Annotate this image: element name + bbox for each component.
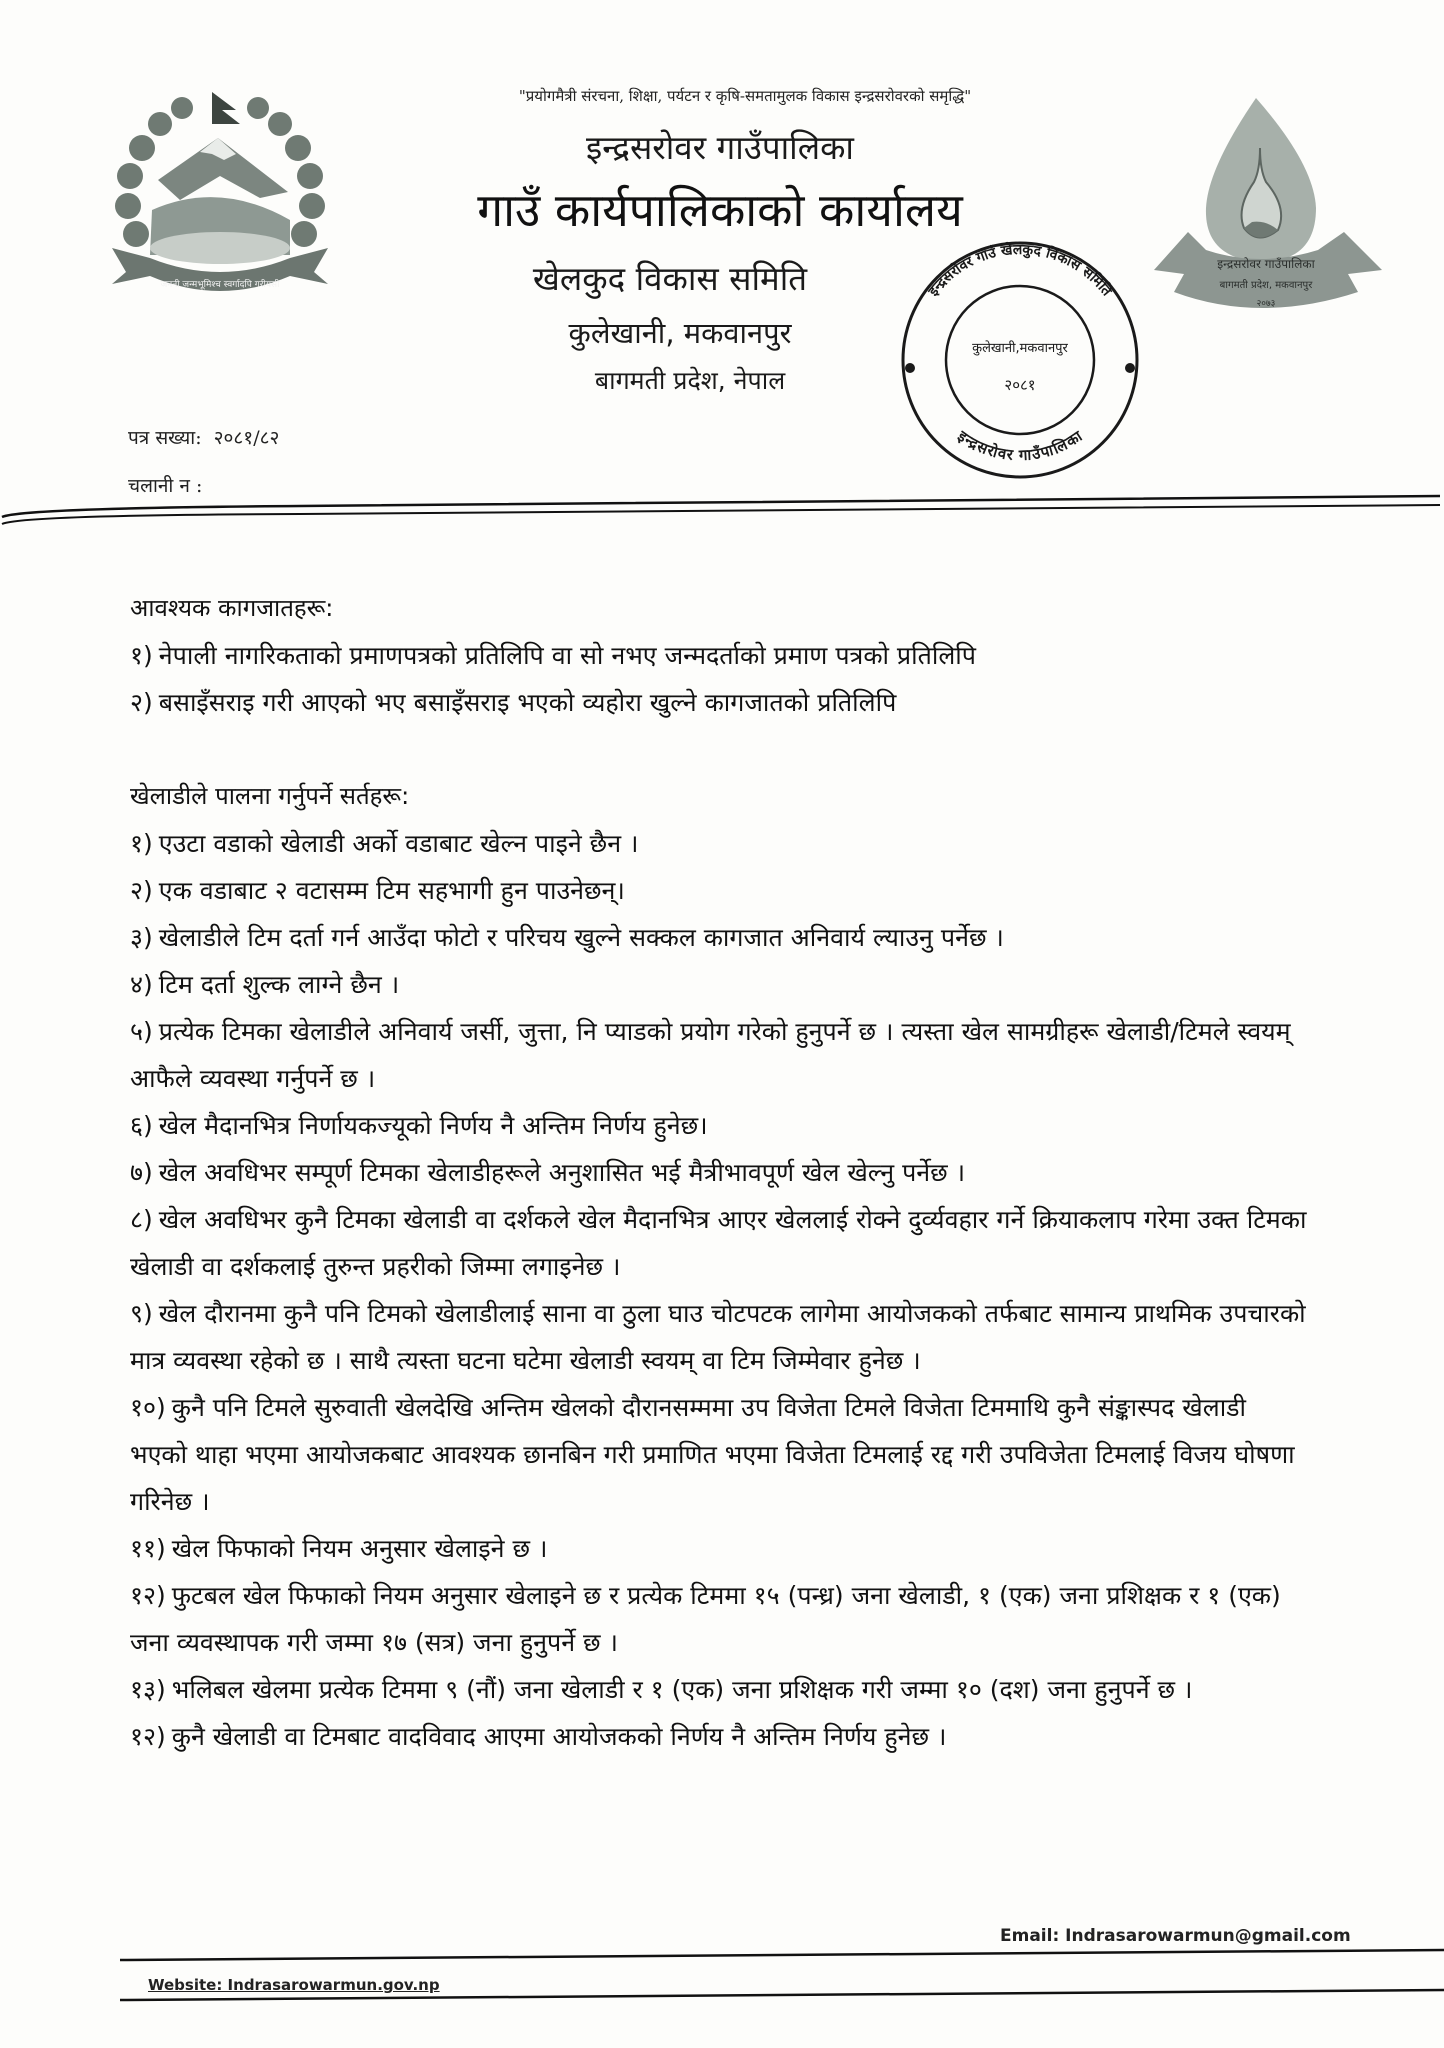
list-item-number: ७) bbox=[130, 1158, 153, 1187]
list-item bbox=[130, 961, 1310, 1008]
list-item-number: ४) bbox=[130, 970, 153, 999]
committee-stamp bbox=[900, 240, 1140, 480]
list-item-number: ९) bbox=[130, 1299, 153, 1328]
list-item-text: कुनै खेलाडी वा टिमबाट वादविवाद आएमा आयोजकको निर्णय नै अन्तिम निर्णय हुनेछ । bbox=[171, 1722, 947, 1751]
list-item-number: २) bbox=[130, 876, 153, 905]
list-item bbox=[130, 1713, 1310, 1760]
dispatch-number-label: चलानी न : bbox=[128, 475, 203, 497]
list-item bbox=[130, 1008, 1310, 1102]
list-item bbox=[130, 867, 1310, 914]
address-line-2: बागमती प्रदेश, नेपाल bbox=[594, 366, 786, 395]
list-item-text: खेल अवधिभर सम्पूर्ण टिमका खेलाडीहरूले अनुशासित भई मैत्रीभावपूर्ण खेल खेल्नु पर्नेछ । bbox=[158, 1158, 966, 1187]
list-item bbox=[130, 1525, 1310, 1572]
letter-number bbox=[128, 424, 279, 450]
office-name: गाउँ कार्यपालिकाको कार्यालय bbox=[477, 183, 963, 237]
list-item bbox=[130, 632, 1310, 679]
list-item-number: ६) bbox=[130, 1111, 153, 1140]
logo-year-text: २०७३ bbox=[1256, 299, 1276, 309]
required-documents-title: आवश्यक कागजातहरू: bbox=[130, 594, 334, 622]
stamp-year: २०८१ bbox=[1004, 376, 1036, 394]
dispatch-number bbox=[128, 472, 202, 498]
list-item-number: १) bbox=[130, 829, 153, 858]
svg-text:इन्द्रसरोवर गाउँ खेलकुद विकास bbox=[925, 241, 1116, 300]
list-item-text: खेल फिफाको नियम अनुसार खेलाइने छ । bbox=[171, 1534, 548, 1563]
municipality-logo bbox=[1148, 78, 1388, 323]
header-rule-bottom bbox=[2, 505, 1440, 524]
list-item-number: ८) bbox=[130, 1205, 153, 1234]
list-item-number: १३) bbox=[130, 1675, 166, 1704]
list-item-text: खेल दौरानमा कुनै पनि टिमको खेलाडीलाई साना वा ठुला घाउ चोटपटक लागेमा आयोजकको तर्फबाट सामान्य प्राथमिक उपचारको मात्र व्यवस्था रहेको छ । साथै त्यस्ता घटना घटेमा खेलाडी स्वयम् वा टिम जिम्मेवार हुनेछ । bbox=[130, 1299, 1306, 1375]
list-item-number: १०) bbox=[130, 1393, 166, 1422]
list-item-text: बसाइँसराइ गरी आएको भए बसाइँसराइ भएको व्यहोरा खुल्ने कागजातको प्रतिलिपि bbox=[158, 688, 897, 717]
list-item bbox=[130, 1572, 1310, 1666]
player-conditions-title: खेलाडीले पालना गर्नुपर्ने सर्तहरू: bbox=[130, 782, 410, 810]
list-item-text: टिम दर्ता शुल्क लाग्ने छैन । bbox=[158, 970, 400, 999]
list-item-number: १) bbox=[130, 641, 153, 670]
list-item-text: नेपाली नागरिकताको प्रमाणपत्रको प्रतिलिपि वा सो नभए जन्मदर्ताको प्रमाण पत्रको प्रतिलिपि bbox=[158, 641, 976, 670]
list-item-text: फुटबल खेल फिफाको नियम अनुसार खेलाइने छ र प्रत्येक टिममा १५ (पन्ध्र) जना खेलाडी, १ (एक) जना प्रशिक्षक र १ (एक) जना व्यवस्थापक गरी जम्मा १७ (सत्र) जना हुनुपर्ने छ । bbox=[130, 1581, 1281, 1657]
logo-subtext: बागमती प्रदेश, मकवानपुर bbox=[1219, 280, 1313, 291]
list-item-number: ११) bbox=[130, 1534, 166, 1563]
list-item-text: खेलाडीले टिम दर्ता गर्न आउँदा फोटो र परिचय खुल्ने सक्कल कागजात अनिवार्य ल्याउनु पर्नेछ । bbox=[158, 923, 1004, 952]
stamp-top-text: इन्द्रसरोवर गाउँ खेलकुद विकास समिति bbox=[925, 241, 1115, 300]
list-item-number: १२) bbox=[130, 1581, 166, 1610]
list-item-number: ५) bbox=[130, 1017, 153, 1046]
list-item bbox=[130, 1149, 1310, 1196]
committee-name: खेलकुद विकास समिति bbox=[532, 259, 808, 298]
document-body bbox=[130, 585, 1310, 1760]
stamp-bottom-text: इन्द्रसरोवर गाउँपालिका bbox=[954, 427, 1086, 465]
list-item-text: भलिबल खेलमा प्रत्येक टिममा ९ (नौं) जना खेलाडी र १ (एक) जना प्रशिक्षक गरी जम्मा १० (दश) जना हुनुपर्ने छ । bbox=[171, 1675, 1193, 1704]
footer-email[interactable]: Email: Indrasarowarmun@gmail.com bbox=[1000, 1926, 1351, 1946]
svg-text:इन्द्रसरोवर गाउँपालिका bbox=[953, 426, 1086, 464]
stamp-inner-text: कुलेखानी,मकवानपुर bbox=[972, 341, 1068, 356]
emblem-motto-text: जननी जन्मभूमिश्च स्वर्गादपि गरीयसी bbox=[160, 280, 280, 290]
organization-name: इन्द्रसरोवर गाउँपालिका bbox=[586, 128, 854, 167]
list-item-number: ३) bbox=[130, 923, 153, 952]
letter-number-label: पत्र सख्या: bbox=[128, 427, 202, 449]
list-item-number: २) bbox=[130, 688, 153, 717]
list-item bbox=[130, 1290, 1310, 1384]
coat-of-arms-icon bbox=[100, 80, 340, 310]
motto: "प्रयोगमैत्री संरचना, शिक्षा, पर्यटन र कृषि-समतामुलक विकास इन्द्रसरोवरको समृद्धि" bbox=[518, 87, 972, 105]
list-item-text: कुनै पनि टिमले सुरुवाती खेलदेखि अन्तिम खेलको दौरानसम्ममा उप विजेता टिमले विजेता टिममाथि कुनै संङ्कास्पद खेलाडी भएको थाहा भएमा आयोजकबाट आवश्यक छानबिन गरी प्रमाणित भएमा विजेता टिमलाई रद्द गरी उपविजेता टिमलाई विजय घोषणा गरिनेछ । bbox=[130, 1393, 1295, 1516]
list-item bbox=[130, 1196, 1310, 1290]
footer-rule-top bbox=[120, 1950, 1444, 1960]
logo-name-text: इन्द्रसरोवर गाउँपालिका bbox=[1217, 257, 1315, 271]
header-rule-top bbox=[2, 496, 1440, 517]
address-line-1: कुलेखानी, मकवानपुर bbox=[568, 316, 792, 350]
list-item-number: १२) bbox=[130, 1722, 166, 1751]
list-item-text: एउटा वडाको खेलाडी अर्को वडाबाट खेल्न पाइने छैन । bbox=[158, 829, 639, 858]
list-item bbox=[130, 679, 1310, 726]
nepal-emblem-logo bbox=[100, 80, 340, 310]
list-item bbox=[130, 1666, 1310, 1713]
round-stamp-icon bbox=[900, 240, 1140, 480]
required-documents-list bbox=[130, 632, 1310, 726]
list-item bbox=[130, 820, 1310, 867]
list-item-text: खेल अवधिभर कुनै टिमका खेलाडी वा दर्शकले खेल मैदानभित्र आएर खेललाई रोक्ने दुर्व्यवहार गर्ने क्रियाकलाप गरेमा उक्त टिमका खेलाडी वा दर्शकलाई तुरुन्त प्रहरीको जिम्मा लगाइनेछ । bbox=[130, 1205, 1307, 1281]
list-item bbox=[130, 914, 1310, 961]
list-item bbox=[130, 1384, 1310, 1525]
list-item-text: प्रत्येक टिमका खेलाडीले अनिवार्य जर्सी, जुत्ता, नि प्याडको प्रयोग गरेको हुनुपर्ने छ । त्यस्ता खेल सामग्रीहरू खेलाडी/टिमले स्वयम् आफैले व्यवस्था गर्नुपर्ने छ । bbox=[130, 1017, 1291, 1093]
player-conditions-list bbox=[130, 820, 1310, 1760]
water-drop-logo-icon bbox=[1148, 78, 1388, 323]
footer-website[interactable]: Website: Indrasarowarmun.gov.np bbox=[148, 1976, 440, 1994]
letter-number-value: २०८१/८२ bbox=[213, 427, 280, 449]
list-item-text: एक वडाबाट २ वटासम्म टिम सहभागी हुन पाउनेछन्। bbox=[158, 876, 625, 905]
list-item bbox=[130, 1102, 1310, 1149]
list-item-text: खेल मैदानभित्र निर्णायकज्यूको निर्णय नै अन्तिम निर्णय हुनेछ। bbox=[158, 1111, 708, 1140]
